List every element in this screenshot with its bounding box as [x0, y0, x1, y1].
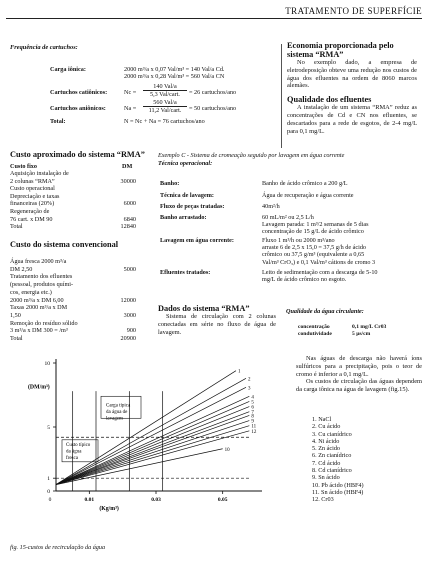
series-label-10: 10	[224, 447, 230, 453]
section-title: TRATAMENTO DE SUPERFÍCIE	[285, 6, 422, 16]
legend-item: 3. Cu cianídrico	[312, 430, 352, 438]
custo-rma-row-label: Total	[10, 223, 23, 231]
exemplo-row-value: Fluxo 1 m³/h ou 2000 m³/ano	[262, 237, 335, 244]
exemplo-row-value: arraste 6 de 2,5 x 15,0 = 37,5 g/h de ácido	[262, 244, 367, 252]
freq-na-lhs: Na =	[124, 105, 137, 112]
custo-rma-head-left: Custo fixo	[10, 163, 37, 170]
custo-conv-row-label: Total	[10, 335, 23, 342]
dados-title: Dados do sistema “RMA”	[158, 304, 250, 313]
exemplo-table	[158, 180, 420, 290]
annotation-carga: lavagem	[106, 416, 123, 422]
series-line-11	[56, 426, 249, 485]
y-tick-label: 10	[44, 361, 50, 367]
exemplo-row-value: Água de recuperação e água corrente	[262, 192, 354, 199]
custo-rma-row-value: 6840	[123, 215, 136, 223]
freq-total-line: N = Nc + Na = 76 cartuchos/ano	[124, 118, 205, 125]
exemplo-row-value: Lavagem parada: 1 m³/2 semanas de 5 dias	[262, 221, 369, 229]
custo-conv-row-label: (pessoal, produtos quími-	[10, 281, 74, 289]
custo-conv-row-label: 3 m³/a x DM 300 = /m³	[10, 327, 68, 335]
qualidade-circ-block	[286, 308, 422, 344]
custo-conv-row-label: Taxas 2000 m³/a x DM	[10, 304, 68, 312]
cost-chart	[0, 345, 300, 537]
series-line-3	[56, 387, 246, 484]
exemplo-row-value: Val/m³ CrO₃) e 0,1 Val/m³ cátions de cromo 3	[262, 258, 376, 266]
figure-caption: fig. 15-custos de recirculação da água	[10, 544, 106, 551]
legend-item: 6. Zn cianídrico	[312, 452, 352, 460]
custo-conv-row-label: 1,50	[10, 311, 21, 319]
annotation-fresca: da água	[66, 449, 82, 455]
dados-text: Sistema de circulação com 2 colunas conectadas em série no fluxo de água de lavagem.	[158, 313, 276, 336]
custo-conv-row-value: 3000	[123, 311, 136, 319]
custo-rma-row-value: 6000	[123, 200, 136, 208]
exemplo-row-value: crômico ou 37,5 g/m³ (equivalente a 0,65	[262, 251, 365, 259]
exemplo-row-value: mg/L de ácido crômico no esgoto.	[262, 276, 347, 284]
chart-legend	[312, 416, 422, 504]
economia-block	[287, 41, 417, 135]
custo-conv-row-label: cos, energia etc.)	[10, 288, 52, 296]
custo-rma-row-label: Aquisição instalação de	[10, 170, 69, 177]
y-axis-label: (DM/m³)	[28, 384, 50, 391]
annotation-fresca: fresca	[66, 456, 78, 462]
exemplo-subtitle: Técnica operacional:	[158, 159, 213, 167]
y-tick-label: 1	[47, 476, 50, 483]
freq-label-cationicos: Cartuchos catiônicos:	[50, 89, 108, 96]
legend-item: 10. Pb ácido (HBF4)	[312, 481, 364, 489]
y-tick-label: 5	[47, 425, 50, 431]
series-label-8: 8	[251, 414, 254, 420]
exemplo-row-label: Banho arrastado:	[160, 214, 207, 221]
x-tick-label: 0.03	[151, 497, 161, 503]
nota-p2: Os custos de circulação das águas dependem da carga iônica na água de lavagem (fig.15).	[296, 378, 422, 394]
series-label-7: 7	[251, 410, 254, 416]
custo-rma-table	[10, 163, 152, 235]
custo-conv-row-label: Tratamento dos efluentes	[10, 273, 73, 281]
custo-conv-table	[10, 258, 152, 346]
freq-carga-line1: 2000 m³/a x 0,07 Val/m³ = 140 Val/a Cd.	[124, 66, 225, 73]
custo-rma-head-right: DM	[122, 163, 133, 170]
qualidade-circ-title: Qualidade da água circulante:	[286, 308, 364, 315]
freq-na-rhs: = 50 cartuchos/ano	[189, 105, 237, 112]
page-header	[0, 0, 428, 22]
exemplo-row-label: Fluxo de peças tratadas:	[160, 203, 225, 210]
series-label-1: 1	[238, 369, 241, 375]
x-tick-label: 0.05	[217, 497, 228, 503]
x-tick-label: 0.01	[84, 497, 95, 503]
custo-rma-row-label: financeiras (20%)	[10, 200, 55, 208]
legend-item: 5. Zn ácido	[312, 445, 341, 453]
dados-block	[158, 304, 276, 336]
exemplo-row-value: Leito de sedimentação com a descarga de 5-10	[262, 269, 378, 276]
nota-p1: Nas águas de descarga não haverá íons sulfúricos para a precipitação, pois o teor de cromo é inferior a 0,1 mg/L.	[296, 355, 422, 378]
legend-item: 2. Cu ácido	[312, 423, 341, 431]
series-line-1	[56, 371, 236, 485]
custo-conv-row-value: 5000	[123, 265, 136, 273]
custo-conv-row-label: DM 2,50	[10, 265, 33, 273]
qualidade-circ-r2-value: 5 μs/cm	[352, 331, 371, 337]
qualidade-circ-r1-label: concentração	[298, 324, 330, 330]
custo-conv-block	[10, 240, 152, 346]
freq-label-carga: Carga iônica:	[50, 66, 86, 73]
custo-conv-row-label: Água fresca 2000 m³/a	[10, 258, 67, 265]
column-rule	[281, 44, 282, 148]
series-label-5: 5	[251, 400, 254, 406]
custo-rma-row-value: 12840	[120, 223, 136, 231]
custo-rma-block	[10, 150, 152, 235]
freq-na-num: 560 Val/a	[153, 99, 177, 106]
exemplo-row-value: 60 mL/m² ou 2,5 L/h	[262, 214, 314, 221]
annotation-carga: da água de	[106, 410, 128, 416]
custo-rma-row-label: 2 colunas “RMA”	[10, 177, 55, 185]
annotation-fresca: Custo típico	[66, 443, 91, 449]
series-line-8	[56, 415, 249, 484]
freq-nc-den: 5,3 Val/cart.	[150, 91, 180, 98]
qualidade-circ-r2-label: condutividade	[298, 331, 332, 337]
series-line-12	[56, 431, 249, 485]
legend-item: 11. Sn ácido (HBF4)	[312, 488, 364, 496]
economia-title: Economia proporcionada pelo sistema “RMA”	[287, 41, 394, 59]
exemplo-row-value: 40m²/h	[262, 203, 280, 210]
legend-item: 8. Cd cianídrico	[312, 467, 352, 475]
legend-item: 12. Cr03	[312, 496, 334, 504]
custo-rma-title: Custo aproximado do sistema “RMA”	[10, 150, 145, 159]
exemplo-title: Exemplo C - Sistema de cromeação seguido por lavagem em água corrente	[158, 152, 345, 159]
series-line-4	[56, 396, 249, 484]
exemplo-row-label: Lavagem em água corrente:	[160, 237, 234, 244]
nota-block	[296, 355, 422, 394]
freq-carga-line2: 2000 m³/a x 0,28 Val/m³ = 560 Val/a CN	[124, 73, 225, 80]
custo-rma-row-label: Regeneração de	[10, 208, 50, 215]
custo-rma-row-label: Depreciação e taxas	[10, 192, 60, 200]
exemplo-row-label: Efluentes tratados:	[160, 269, 211, 276]
legend-item: 7. Cd ácido	[312, 459, 341, 467]
freq-nc-num: 140 Val/a	[153, 83, 177, 90]
series-label-11: 11	[251, 424, 257, 430]
series-label-4: 4	[251, 395, 254, 401]
custo-rma-row-value: 30000	[120, 177, 136, 185]
custo-conv-title: Custo do sistema convencional	[10, 240, 119, 249]
custo-conv-row-value: 12000	[120, 296, 136, 304]
legend-item: 9. Sn ácido	[312, 474, 340, 482]
legend-item: 4. Ni ácido	[312, 437, 340, 445]
series-label-3: 3	[248, 386, 251, 392]
custo-conv-row-value: 20900	[120, 335, 136, 342]
freq-label-total: Total:	[50, 118, 66, 125]
freq-label-anionicos: Cartuchos aniônicos:	[50, 105, 106, 112]
qualidade-circ-r1-value: 0,1 mg/L Cr03	[352, 324, 387, 330]
x-origin-label: 0	[48, 497, 52, 503]
freq-title: Frequência de cartuchos:	[10, 44, 78, 51]
custo-conv-row-label: 2000 m³/a x DM 6,00	[10, 296, 64, 304]
exemplo-row-value: Banho de ácido crômico a 200 g/L	[262, 180, 348, 187]
custo-conv-row-label: Remoção do resíduo sólido	[10, 319, 78, 327]
y-tick-label: 0	[47, 489, 50, 495]
freq-nc-lhs: Nc =	[124, 89, 137, 96]
exemplo-row-value: concentração de 15 g/L de ácido crômico	[262, 228, 364, 236]
qualidade-text: A instalação de um sistema “RMA” reduz as concentrações de Cd e CN nos efluentes, se descartados para a rede de esgotos, de 2-4 mg/L para 0,1 mg/L.	[287, 104, 417, 135]
freq-na-den: 11,2 Val/cart.	[148, 107, 182, 114]
exemplo-block	[158, 152, 420, 167]
series-label-12: 12	[251, 429, 257, 435]
exemplo-row-label: Técnica de lavagem:	[160, 192, 214, 199]
series-label-6: 6	[251, 405, 254, 411]
series-label-2: 2	[248, 377, 251, 383]
qualidade-title: Qualidade dos efluentes	[287, 95, 372, 105]
custo-rma-row-label: Custo operacional	[10, 185, 55, 193]
custo-conv-row-value: 900	[126, 327, 136, 335]
legend-item: 1. NaCl	[312, 416, 332, 423]
economia-text: No exemplo dado, a empresa de eletrodeposição obteve uma redução nos custos de água dos efluentes na ordem de 8060 marcos alemães.	[287, 59, 417, 90]
annotation-carga: Carga típica	[106, 403, 131, 409]
chart-container	[0, 345, 300, 537]
x-axis-label: (Kg/m³)	[99, 506, 119, 512]
header-rule	[6, 18, 422, 19]
exemplo-row-label: Banho:	[160, 180, 180, 187]
series-label-9: 9	[251, 419, 254, 425]
freq-nc-rhs: = 26 cartuchos/ano	[189, 89, 237, 96]
custo-rma-row-label: 76 cart. x DM 90	[10, 215, 53, 223]
